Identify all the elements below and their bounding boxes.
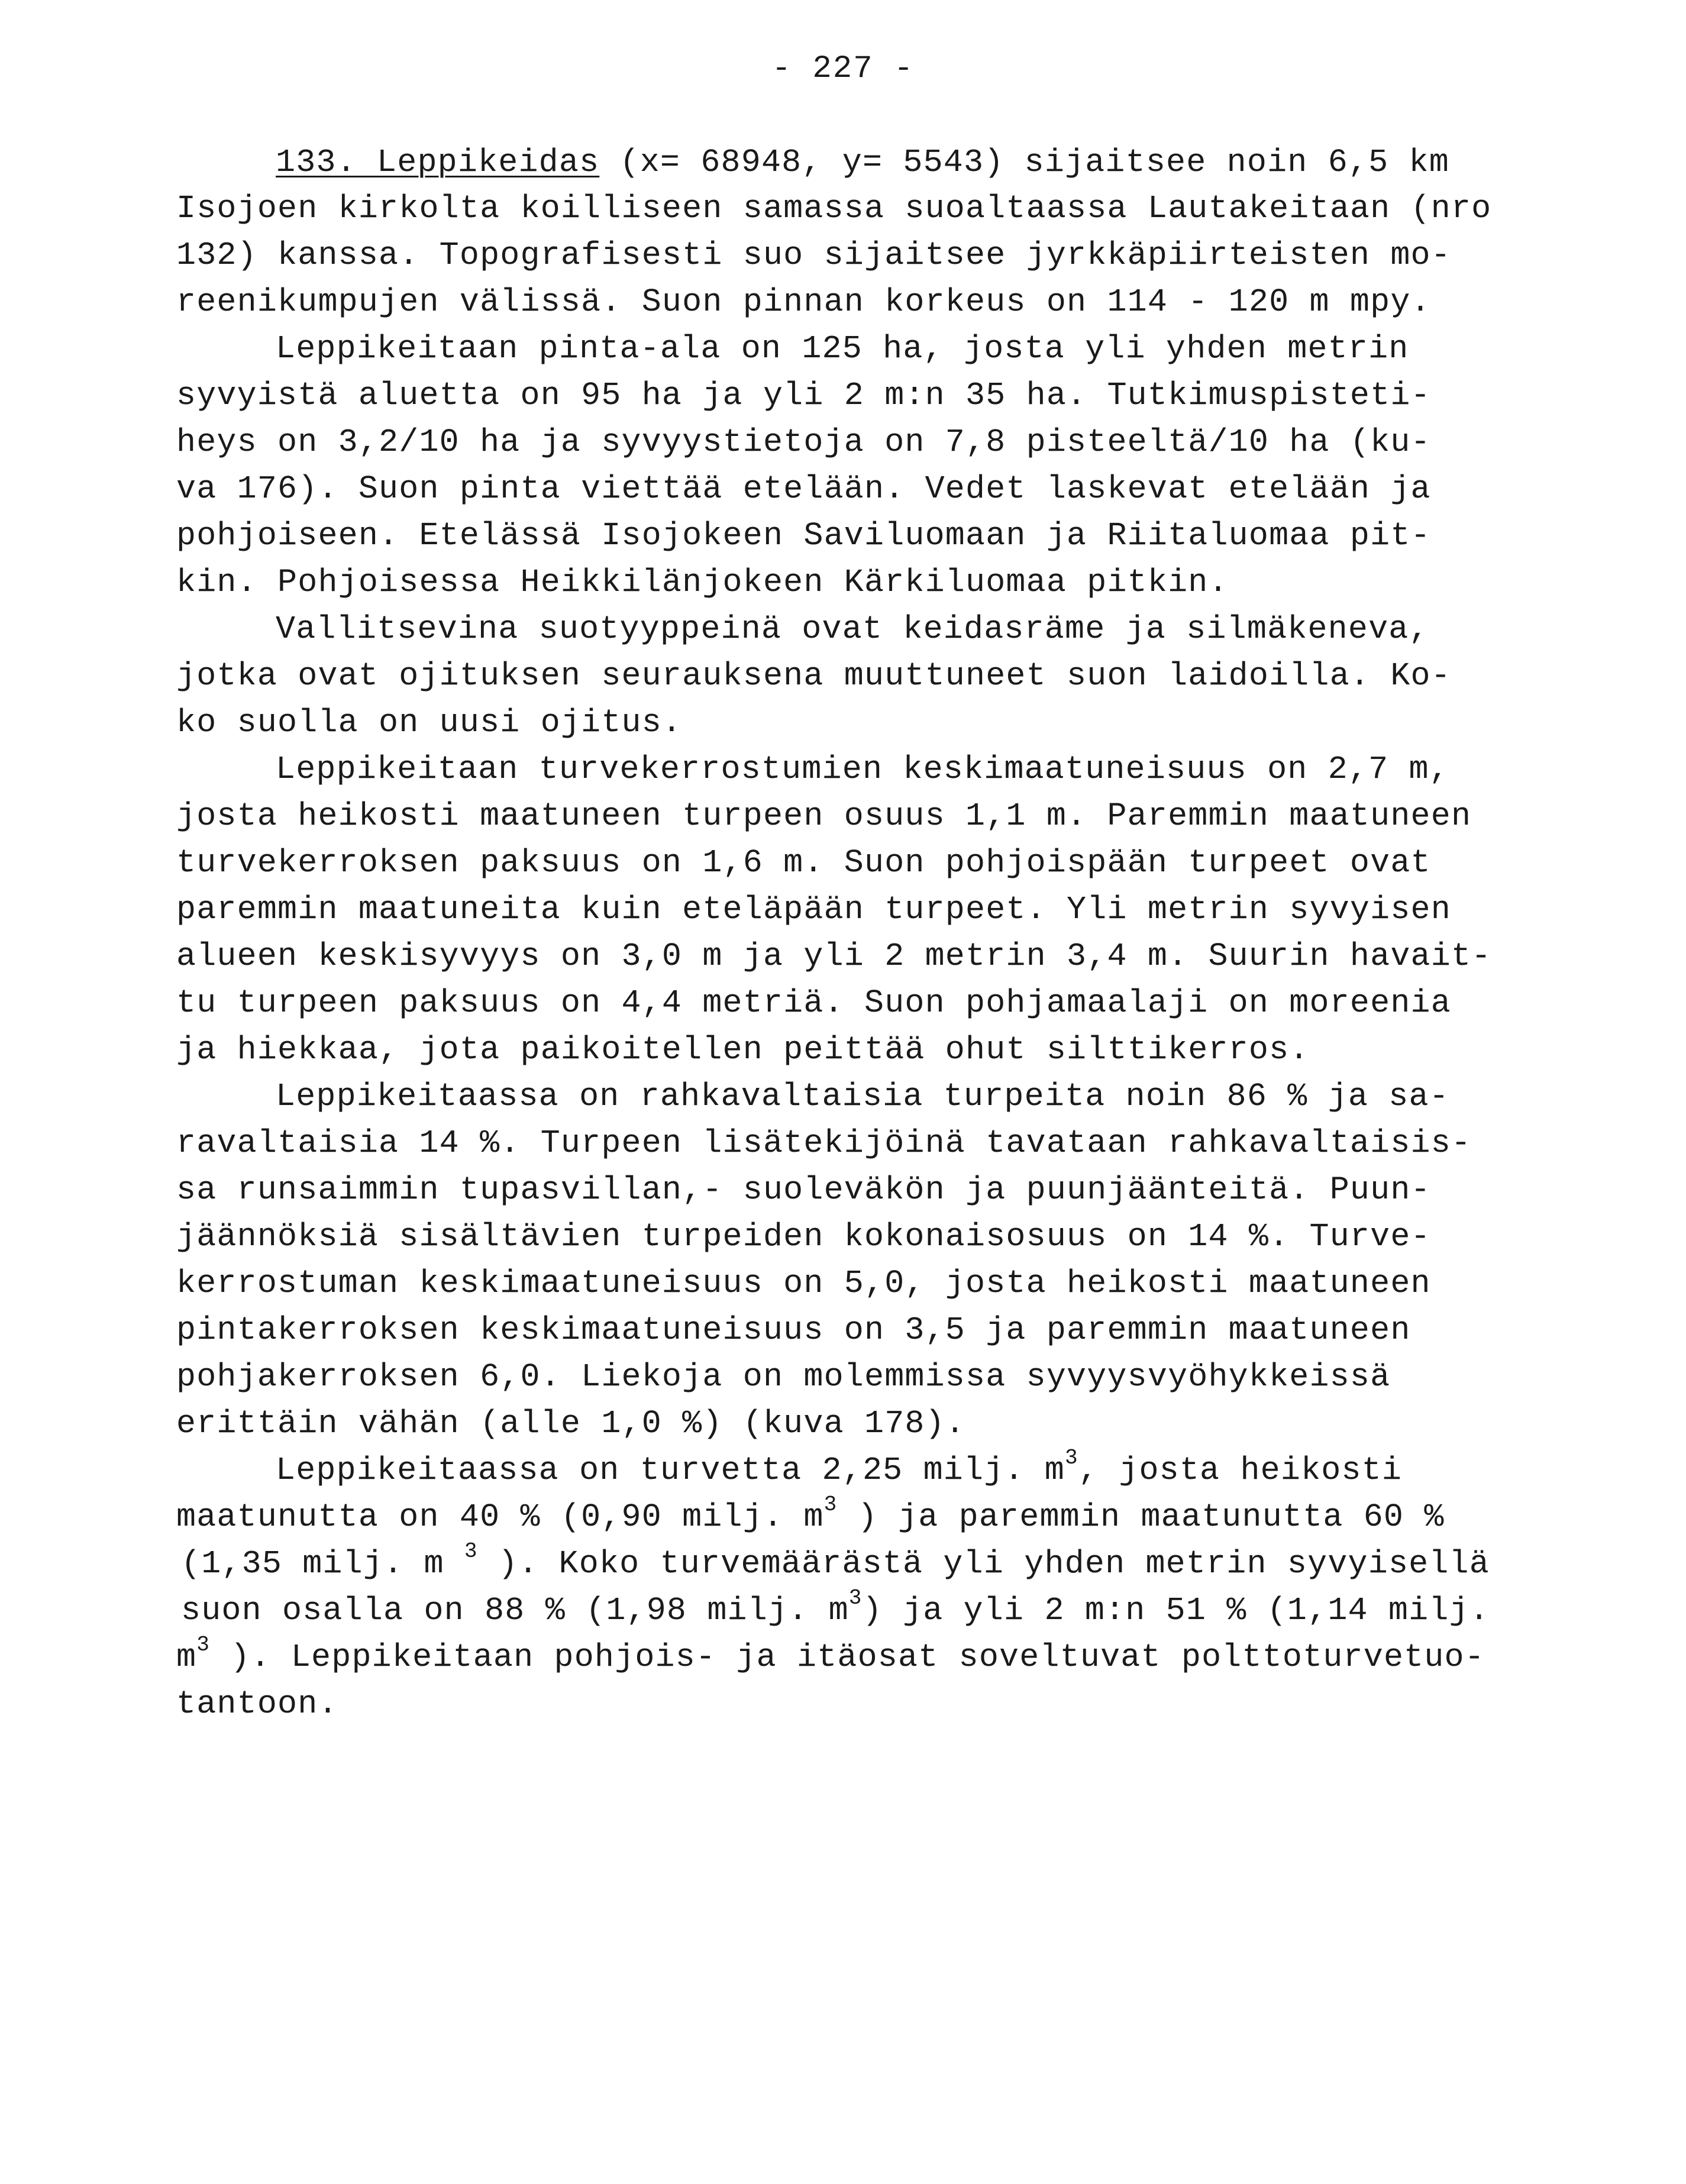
- text-line: Leppikeitaan pinta-ala on 125 ha, josta yli yhden metrin: [276, 330, 1409, 367]
- text-fragment: ) ja yli 2 m:n 51 % (1,14 milj.: [862, 1592, 1490, 1629]
- text-fragment: (1,35 milj. m: [181, 1545, 464, 1582]
- page-number: - 227 -: [771, 51, 915, 87]
- text-line: Isojoen kirkolta koilliseen samassa suoaltaassa Lautakeitaan (nro: [176, 190, 1492, 227]
- text-line: reenikumpujen välissä. Suon pinnan korkeus on 114 - 120 m mpy.: [176, 283, 1431, 321]
- superscript: 3: [464, 1539, 478, 1563]
- text-line: tu turpeen paksuus on 4,4 metriä. Suon pohjamaalaji on moreenia: [176, 984, 1451, 1022]
- text-line: Vallitsevina suotyyppeinä ovat keidasräme ja silmäkeneva,: [276, 610, 1429, 648]
- text-line: alueen keskisyvyys on 3,0 m ja yli 2 metrin 3,4 m. Suurin havait-: [176, 938, 1492, 975]
- text-line: paremmin maatuneita kuin eteläpään turpeet. Yli metrin syvyisen: [176, 891, 1451, 928]
- text-fragment: Leppikeitaassa on turvetta 2,25 milj. m: [276, 1452, 1065, 1489]
- superscript: 3: [823, 1492, 838, 1517]
- text-line: heys on 3,2/10 ha ja syvyystietoja on 7,8 pisteeltä/10 ha (ku-: [176, 424, 1431, 461]
- text-line: [276, 1446, 1403, 1491]
- text-fragment: suon osalla on 88 % (1,98 milj. m: [181, 1592, 849, 1629]
- text-fragment: , josta heikosti: [1078, 1452, 1403, 1489]
- superscript: 3: [196, 1633, 211, 1657]
- text-line: pohjoiseen. Etelässä Isojokeen Saviluomaan ja Riitaluomaa pit-: [176, 517, 1431, 554]
- heading-text: (x= 68948, y= 5543) sijaitsee noin 6,5 km: [599, 144, 1449, 181]
- text-fragment: ). Leppikeitaan pohjois- ja itäosat soveltuvat polttoturvetuo-: [210, 1639, 1485, 1676]
- text-line: ravaltaisia 14 %. Turpeen lisätekijöinä tavataan rahkavaltaisis-: [176, 1125, 1472, 1162]
- text-line: ja hiekkaa, jota paikoitellen peittää ohut silttikerros.: [176, 1031, 1310, 1068]
- text-line: kin. Pohjoisessa Heikkilänjokeen Kärkiluomaa pitkin.: [176, 564, 1229, 601]
- text-line: sa runsaimmin tupasvillan,- suoleväkön ja puunjäänteitä. Puun-: [176, 1171, 1431, 1209]
- text-line: pohjakerroksen 6,0. Liekoja on molemmissa syvyysvyöhykkeissä: [176, 1358, 1391, 1395]
- text-line: josta heikosti maatuneen turpeen osuus 1,1 m. Paremmin maatuneen: [176, 797, 1472, 835]
- text-line: va 176). Suon pinta viettää etelään. Vedet laskevat etelään ja: [176, 470, 1431, 508]
- superscript: 3: [1065, 1446, 1078, 1470]
- text-line: [181, 1586, 1490, 1631]
- text-fragment: maatunutta on 40 % (0,90 milj. m: [176, 1498, 824, 1536]
- text-fragment: ). Koko turvemäärästä yli yhden metrin syvyisellä: [477, 1545, 1490, 1582]
- text-line: tantoon.: [176, 1685, 338, 1723]
- text-line: turvekerroksen paksuus on 1,6 m. Suon pohjoispään turpeet ovat: [176, 844, 1431, 881]
- text-fragment: ) ja paremmin maatunutta 60 %: [837, 1498, 1445, 1536]
- section-heading-line: [276, 142, 1449, 183]
- text-line: 132) kanssa. Topografisesti suo sijaitsee jyrkkäpiirteisten mo-: [176, 237, 1451, 274]
- text-line: syvyistä aluetta on 95 ha ja yli 2 m:n 35 ha. Tutkimuspisteti-: [176, 377, 1431, 414]
- text-fragment: m: [176, 1639, 197, 1676]
- text-line: Leppikeitaan turvekerrostumien keskimaatuneisuus on 2,7 m,: [276, 751, 1449, 788]
- text-line: [176, 1492, 1445, 1538]
- text-line: jotka ovat ojituksen seurauksena muuttuneet suon laidoilla. Ko-: [176, 657, 1451, 694]
- text-line: kerrostuman keskimaatuneisuus on 5,0, josta heikosti maatuneen: [176, 1265, 1431, 1302]
- text-line: ko suolla on uusi ojitus.: [176, 704, 683, 741]
- text-line: [181, 1539, 1490, 1585]
- text-line: jäännöksiä sisältävien turpeiden kokonaisosuus on 14 %. Turve-: [176, 1218, 1431, 1255]
- text-line: Leppikeitaassa on rahkavaltaisia turpeita noin 86 % ja sa-: [276, 1078, 1449, 1115]
- text-line: erittäin vähän (alle 1,0 %) (kuva 178).: [176, 1405, 966, 1442]
- text-line: pintakerroksen keskimaatuneisuus on 3,5 ja paremmin maatuneen: [176, 1311, 1411, 1349]
- superscript: 3: [848, 1586, 863, 1610]
- text-line: [176, 1633, 1485, 1678]
- section-title: 133. Leppikeidas: [276, 144, 600, 181]
